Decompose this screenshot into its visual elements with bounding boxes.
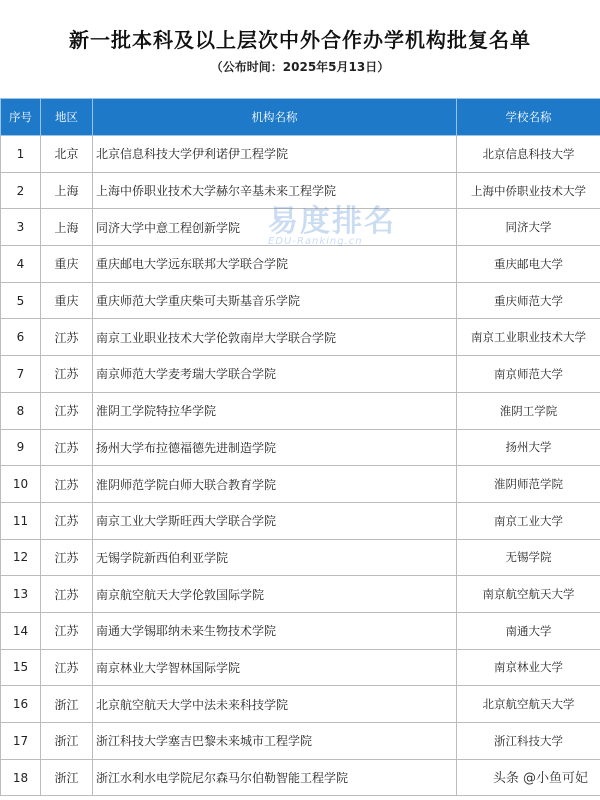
row-number: 11 [1,502,41,539]
table-row [1,172,600,209]
row-number: 3 [1,209,41,246]
row-number: 12 [1,539,41,576]
table-row [1,723,600,760]
row-region: 江苏 [41,356,93,393]
row-region: 浙江 [41,723,93,760]
row-school: 北京信息科技大学 [457,136,600,173]
table-row [1,319,600,356]
row-region: 江苏 [41,429,93,466]
row-institution: 北京航空航天大学中法未来科技学院 [93,686,457,723]
header-region: 地区 [41,99,93,136]
table-row [1,576,600,613]
row-region: 江苏 [41,539,93,576]
publish-date: （公布时间：2025年5月13日） [210,60,390,74]
row-institution: 浙江科技大学塞吉巴黎未来城市工程学院 [93,723,457,760]
row-region: 江苏 [41,576,93,613]
watermark-subtext: EDU-Ranking.cn [268,236,363,247]
table-row [1,246,600,283]
row-institution: 重庆邮电大学远东联邦大学联合学院 [93,246,457,283]
table-row [1,686,600,723]
row-number: 15 [1,649,41,686]
row-region: 上海 [41,172,93,209]
table-row [1,392,600,429]
page-title: 新一批本科及以上层次中外合作办学机构批复名单 [69,28,531,52]
table-row [1,466,600,503]
table-row [1,649,600,686]
table-row [1,539,600,576]
row-school: 浙江科技大学 [457,723,600,760]
row-institution: 南京师范大学麦考瑞大学联合学院 [93,356,457,393]
table-row [1,136,600,173]
row-institution: 淮阴师范学院白师大联合教育学院 [93,466,457,503]
row-institution: 无锡学院新西伯利亚学院 [93,539,457,576]
row-institution: 南京工业大学斯旺西大学联合学院 [93,502,457,539]
row-school: 扬州大学 [457,429,600,466]
row-school: 重庆师范大学 [457,282,600,319]
row-school: 重庆邮电大学 [457,246,600,283]
row-school: 南京工业职业技术大学 [457,319,600,356]
row-institution: 同济大学中意工程创新学院 [93,209,457,246]
row-region: 重庆 [41,246,93,283]
table-row [1,282,600,319]
row-number: 17 [1,723,41,760]
table-row [1,429,600,466]
row-number: 7 [1,356,41,393]
row-number: 9 [1,429,41,466]
row-number: 2 [1,172,41,209]
header-institution: 机构名称 [93,99,457,136]
row-region: 浙江 [41,686,93,723]
row-school: 南京师范大学 [457,356,600,393]
row-region: 江苏 [41,502,93,539]
row-region: 江苏 [41,612,93,649]
table-header-row [1,99,600,136]
header-school: 学校名称 [457,99,600,136]
row-number: 16 [1,686,41,723]
table-row [1,502,600,539]
row-number: 13 [1,576,41,613]
table-row [1,209,600,246]
row-institution: 淮阴工学院特拉华学院 [93,392,457,429]
row-institution: 南京林业大学智林国际学院 [93,649,457,686]
row-school: 北京航空航天大学 [457,686,600,723]
row-school: 淮阴师范学院 [457,466,600,503]
row-school: 无锡学院 [457,539,600,576]
row-institution: 北京信息科技大学伊利诺伊工程学院 [93,136,457,173]
row-institution: 南通大学锡耶纳未来生物技术学院 [93,612,457,649]
row-school: 上海中侨职业技术大学 [457,172,600,209]
row-number: 10 [1,466,41,503]
row-region: 重庆 [41,282,93,319]
row-number: 1 [1,136,41,173]
row-school: 淮阴工学院 [457,392,600,429]
row-region: 江苏 [41,319,93,356]
row-institution: 南京工业职业技术大学伦敦南岸大学联合学院 [93,319,457,356]
row-number: 8 [1,392,41,429]
row-number: 18 [1,759,41,796]
header-number: 序号 [1,99,41,136]
row-institution: 上海中侨职业技术大学赫尔辛基未来工程学院 [93,172,457,209]
row-region: 江苏 [41,649,93,686]
row-number: 14 [1,612,41,649]
row-number: 5 [1,282,41,319]
row-school: 同济大学 [457,209,600,246]
row-institution: 重庆师范大学重庆柴可夫斯基音乐学院 [93,282,457,319]
row-region: 江苏 [41,466,93,503]
row-school: 南京工业大学 [457,502,600,539]
row-school: 南京航空航天大学 [457,576,600,613]
row-region: 北京 [41,136,93,173]
row-institution: 南京航空航天大学伦敦国际学院 [93,576,457,613]
row-school: 南京林业大学 [457,649,600,686]
row-number: 6 [1,319,41,356]
watermark-text: 易度排名 [268,204,396,239]
row-number: 4 [1,246,41,283]
author-credit: 头条 @小鱼可妃 [493,767,588,786]
approval-table [0,98,600,796]
row-institution: 扬州大学布拉德福德先进制造学院 [93,429,457,466]
row-region: 浙江 [41,759,93,796]
row-school: 南通大学 [457,612,600,649]
table-row [1,356,600,393]
table-row [1,612,600,649]
row-region: 江苏 [41,392,93,429]
row-institution: 浙江水利水电学院尼尔森马尔伯勒智能工程学院 [93,759,457,796]
row-region: 上海 [41,209,93,246]
